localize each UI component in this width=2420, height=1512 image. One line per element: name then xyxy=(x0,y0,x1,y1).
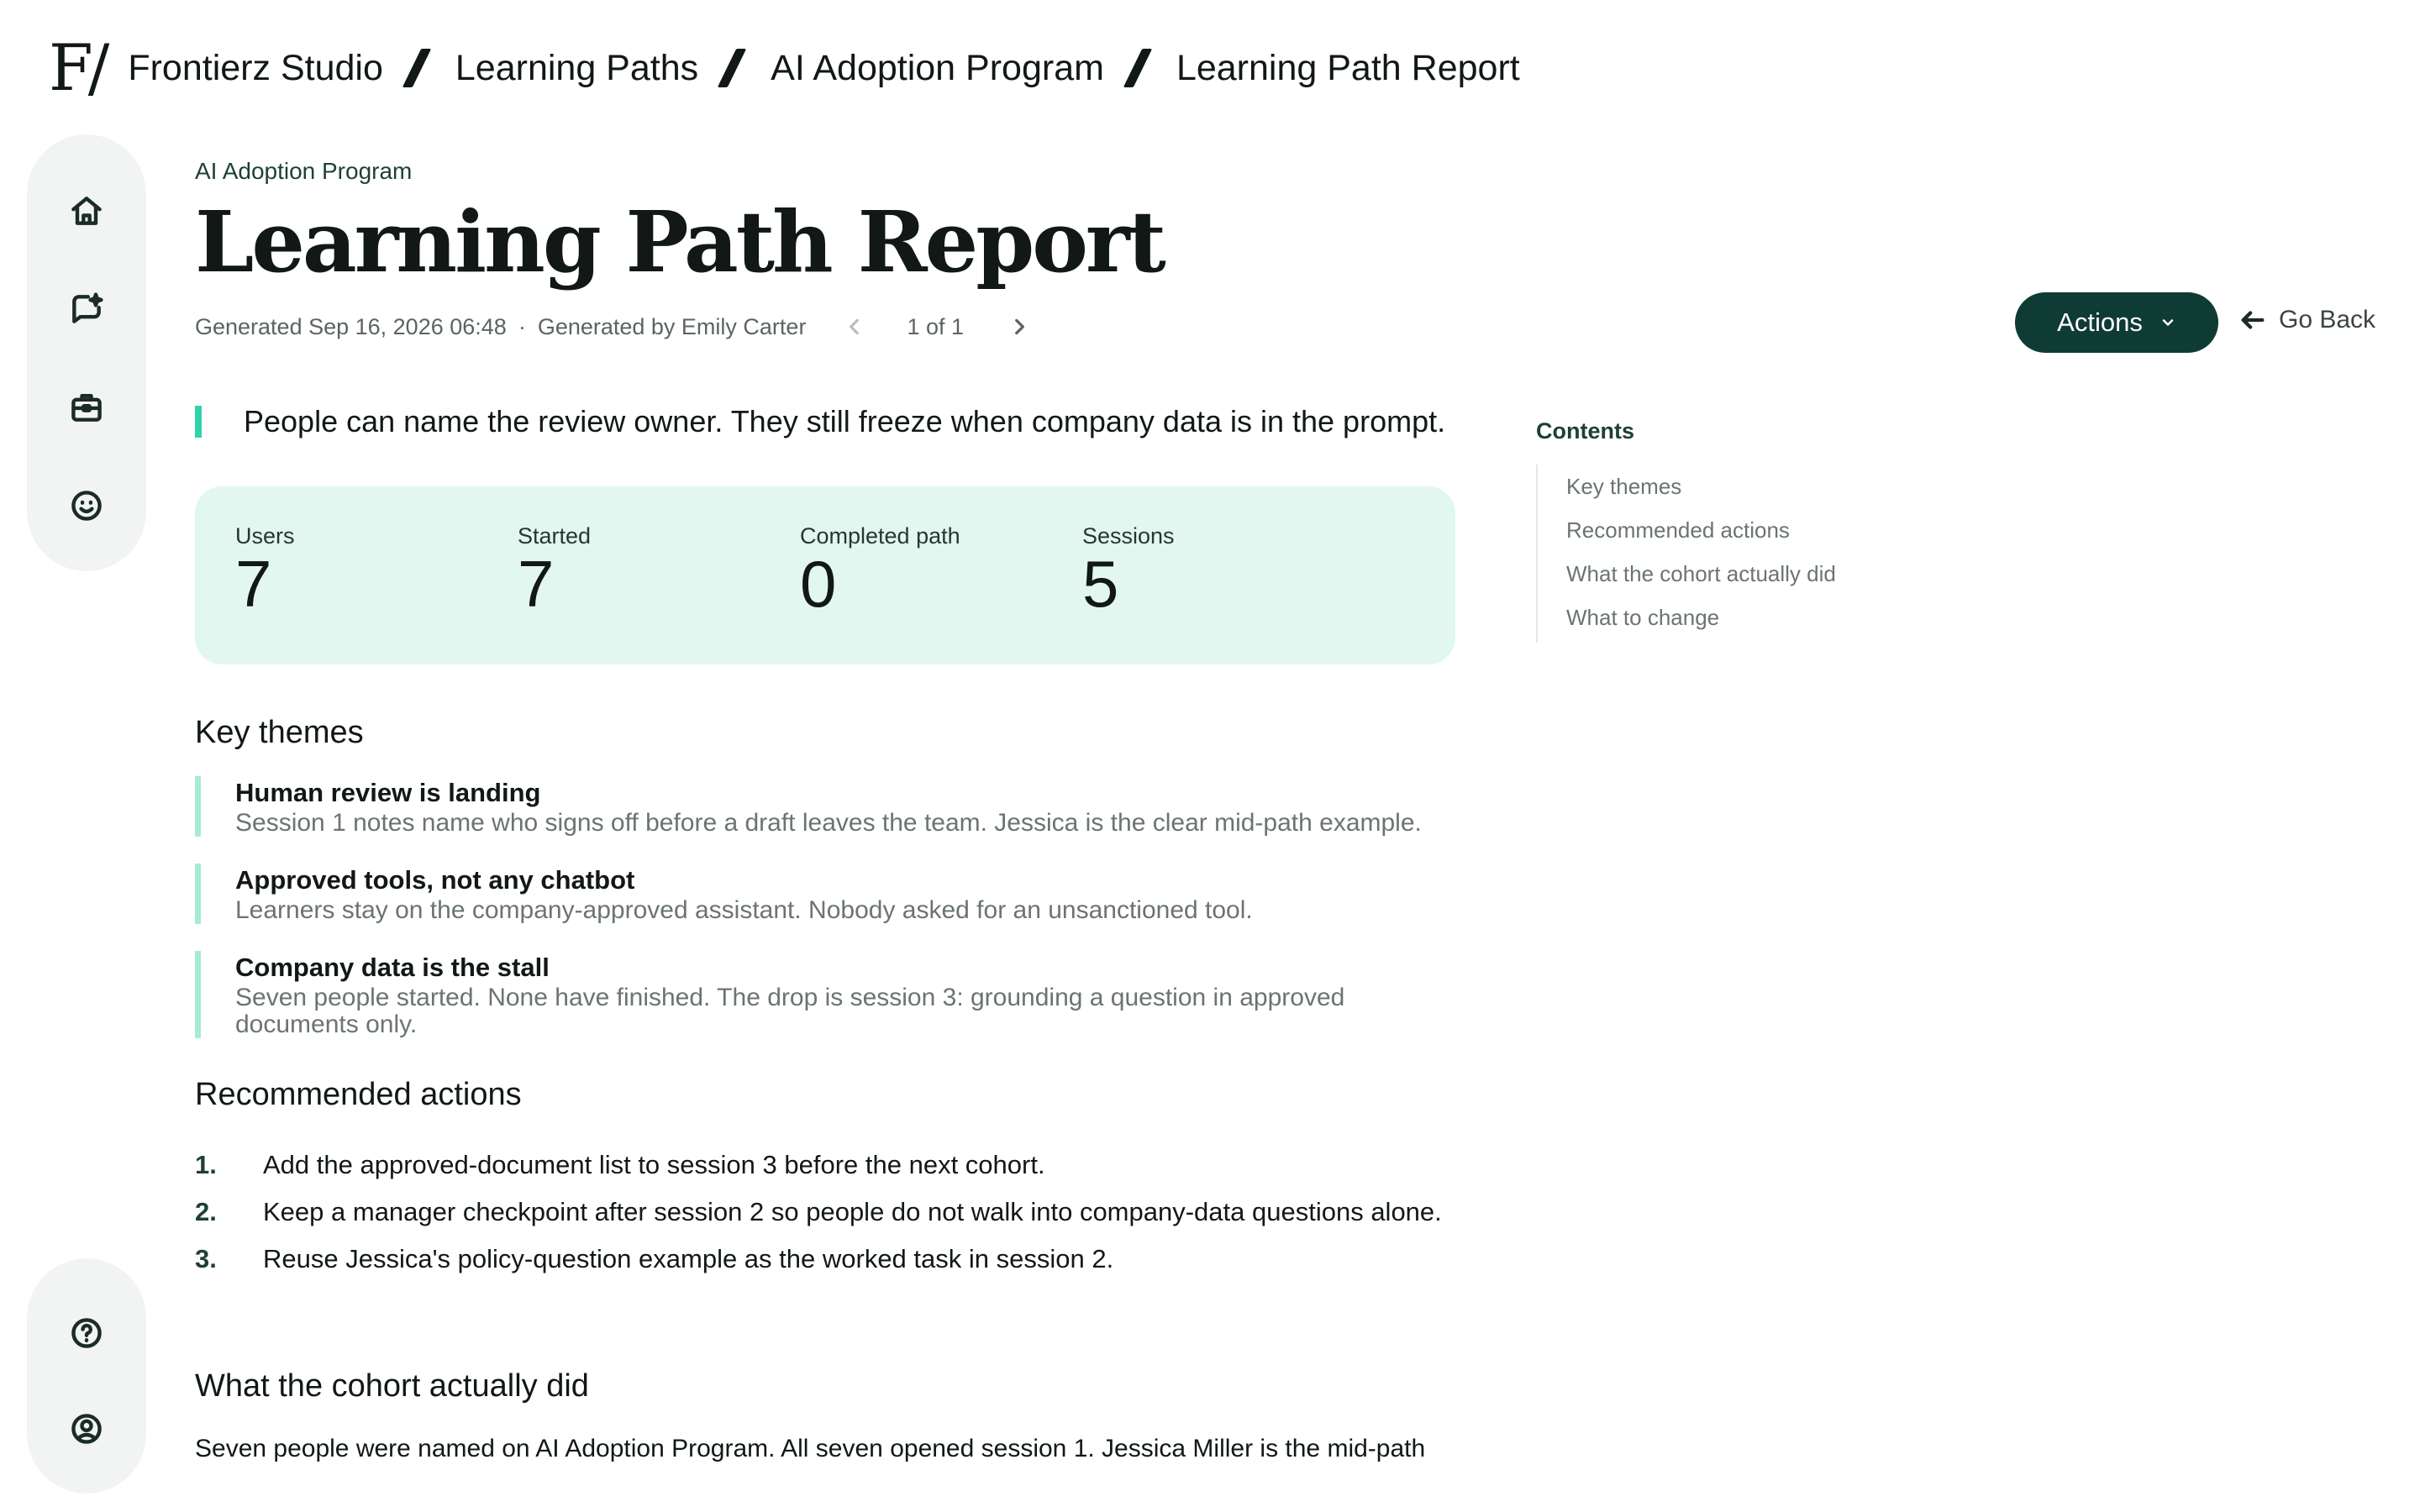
meta-separator: · xyxy=(518,313,526,339)
key-themes-list xyxy=(195,776,1455,1038)
nav-briefcase-button[interactable] xyxy=(53,375,120,439)
breadcrumb-separator xyxy=(1123,49,1152,87)
recommended-actions-list xyxy=(195,1142,1455,1283)
stat-value: 7 xyxy=(518,547,555,621)
report-content xyxy=(195,158,1455,1463)
stat-value: 7 xyxy=(235,547,272,621)
list-item xyxy=(195,1142,1455,1189)
summary-quote: People can name the review owner. They still freeze when company data is in the prompt. xyxy=(195,406,1455,438)
stat-value: 5 xyxy=(1082,547,1119,621)
arrow-left-icon xyxy=(2238,306,2267,334)
stat-value: 0 xyxy=(800,547,837,621)
action-text: Keep a manager checkpoint after session 2 so people do not walk into company-data questions alone. xyxy=(263,1197,1442,1226)
next-report-button[interactable] xyxy=(1001,308,1038,345)
nav-feedback-button[interactable] xyxy=(53,473,120,538)
theme-body: Session 1 notes name who signs off before a draft leaves the team. Jessica is the clear mid-path example. xyxy=(235,809,1422,837)
toc-title: Contents xyxy=(1536,418,1634,444)
generated-date: Generated Sep 16, 2026 06:48 xyxy=(195,313,507,339)
report-pager-count: 1 of 1 xyxy=(907,313,964,339)
theme-item xyxy=(195,951,1455,1038)
home-icon xyxy=(68,192,105,229)
stats-card xyxy=(195,486,1455,664)
toc-link-what-to-change[interactable]: What to change xyxy=(1566,604,1720,630)
action-text: Reuse Jessica's policy-question example as the worked task in session 2. xyxy=(263,1244,1114,1273)
stat-label: Completed path xyxy=(800,523,960,549)
sidebar-nav xyxy=(27,134,146,571)
new-chat-icon xyxy=(68,291,105,328)
list-item xyxy=(195,1236,1455,1283)
generated-by: Generated by Emily Carter xyxy=(537,313,807,339)
key-themes-heading: Key themes xyxy=(195,715,364,750)
list-number: 1. xyxy=(195,1150,217,1179)
toc-link-recommended-actions[interactable]: Recommended actions xyxy=(1566,517,1790,543)
theme-title: Human review is landing xyxy=(235,778,541,807)
chevron-right-icon xyxy=(1008,316,1030,338)
user-account-icon xyxy=(68,1410,105,1447)
breadcrumb-program[interactable]: AI Adoption Program xyxy=(771,47,1104,88)
breadcrumb-learning-paths[interactable]: Learning Paths xyxy=(455,47,699,88)
smile-icon xyxy=(68,487,105,524)
theme-item xyxy=(195,776,1455,837)
stat-label: Sessions xyxy=(1082,523,1175,549)
actions-dropdown-button[interactable] xyxy=(2015,292,2218,353)
recommended-actions-heading: Recommended actions xyxy=(195,1077,522,1112)
help-icon xyxy=(68,1315,105,1352)
stat-sessions xyxy=(1082,523,1365,664)
breadcrumb-separator xyxy=(402,49,431,87)
cohort-heading: What the cohort actually did xyxy=(195,1368,589,1404)
stat-users xyxy=(235,523,518,664)
theme-title: Approved tools, not any chatbot xyxy=(235,865,635,895)
theme-title: Company data is the stall xyxy=(235,953,550,982)
chevron-left-icon xyxy=(844,316,865,338)
cohort-paragraph: Seven people were named on AI Adoption Program. All seven opened session 1. Jessica Miller is the mid-path xyxy=(195,1435,1426,1462)
page-title: Learning Path Report xyxy=(195,192,1164,291)
breadcrumb-current-page: Learning Path Report xyxy=(1176,47,1520,88)
chevron-down-icon xyxy=(2160,314,2176,331)
breadcrumb-studio[interactable]: Frontierz Studio xyxy=(128,47,383,88)
nav-new-chat-button[interactable] xyxy=(53,276,120,341)
action-text: Add the approved-document list to session 3 before the next cohort. xyxy=(263,1150,1045,1179)
program-eyebrow: AI Adoption Program xyxy=(195,158,413,184)
stat-label: Users xyxy=(235,523,295,549)
theme-item xyxy=(195,864,1455,924)
briefcase-icon xyxy=(68,389,105,426)
list-number: 3. xyxy=(195,1244,217,1273)
actions-button-label: Actions xyxy=(2057,307,2143,337)
account-button[interactable] xyxy=(53,1398,120,1460)
breadcrumb-separator xyxy=(718,49,746,87)
theme-body: Learners stay on the company-approved assistant. Nobody asked for an unsanctioned tool. xyxy=(235,896,1253,924)
sidebar-bottom-nav xyxy=(27,1258,146,1494)
table-of-contents xyxy=(1536,418,1836,643)
list-item xyxy=(195,1189,1455,1236)
top-header xyxy=(49,30,1520,106)
stat-label: Started xyxy=(518,523,592,549)
go-back-button[interactable] xyxy=(2238,306,2375,334)
help-button[interactable] xyxy=(53,1302,120,1364)
toc-link-key-themes[interactable]: Key themes xyxy=(1566,473,1682,499)
previous-report-button[interactable] xyxy=(836,308,873,345)
report-meta xyxy=(195,308,1455,345)
stat-completed-path xyxy=(800,523,1082,664)
frontierz-logo[interactable]: F/ xyxy=(49,30,105,105)
theme-body: Seven people started. None have finished. The drop is session 3: grounding a question in approved documents only. xyxy=(235,984,1345,1038)
toc-list xyxy=(1536,465,1836,643)
stat-started xyxy=(518,523,800,664)
list-number: 2. xyxy=(195,1197,217,1226)
toc-link-cohort[interactable]: What the cohort actually did xyxy=(1566,560,1836,586)
nav-home-button[interactable] xyxy=(53,178,120,243)
go-back-label: Go Back xyxy=(2279,306,2376,333)
